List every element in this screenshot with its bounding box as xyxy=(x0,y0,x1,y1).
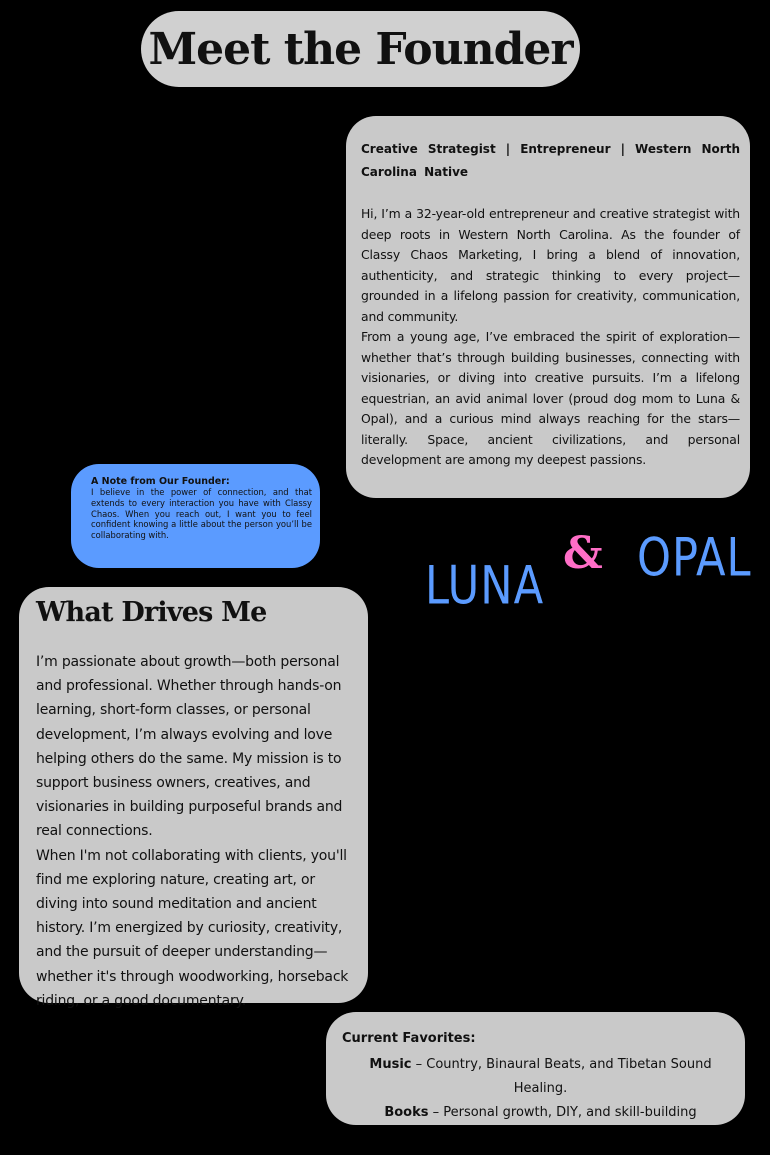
about-paragraph: Hi, I’m a 32-year-old entrepreneur and creative strategist with deep roots in Western North Carolina. As the founder of Classy Chaos Marketing, I bring a blend of innovation, authenticity, and strategic thinking to every project—grounded in a lifelong passion for creativity, communication, and community. xyxy=(361,206,740,324)
note-title: A Note from Our Founder: xyxy=(91,476,230,487)
favorite-item-books xyxy=(342,1101,739,1125)
drives-paragraph: I’m passionate about growth—both personal and professional. Whether through hands-on learning, short-form classes, or personal development, I’m always evolving and love helping others do the same. My mission is to support business owners, creatives, and visionaries in building purposeful brands and real connections. xyxy=(36,654,343,840)
drives-paragraph: When I'm not collaborating with clients, you'll find me exploring nature, creating art, or diving into sound meditation and ancient history. I’m energized by curiosity, creativity, and the pursuit of deeper understanding—whether it's through woodworking, horseback riding, or a good documentary. xyxy=(36,847,349,1009)
dog-name-luna: LUNA xyxy=(425,555,545,617)
page-title: Meet the Founder xyxy=(148,23,573,75)
founder-note-card xyxy=(71,464,320,568)
page-title-banner xyxy=(141,11,580,87)
dog-names-logo xyxy=(425,527,755,630)
favorite-label: Music xyxy=(369,1057,412,1072)
favorite-label: Books xyxy=(384,1105,429,1120)
dog-name-opal: OPAL xyxy=(637,527,752,589)
drives-title: What Drives Me xyxy=(36,597,267,628)
ampersand: & xyxy=(563,528,603,579)
note-body: I believe in the power of connection, and that extends to every interaction you have with Classy Chaos. When you reach out, I want you to feel confident knowing a little about the person you’ll be collaborating with. xyxy=(91,487,312,541)
about-card xyxy=(346,116,750,498)
favorites-card xyxy=(326,1012,745,1125)
about-tagline: Creative Strategist | Entrepreneur | Western North Carolina Native xyxy=(361,142,740,179)
favorites-title: Current Favorites: xyxy=(342,1031,476,1046)
favorite-text: – Personal growth, DIY, and skill-building xyxy=(428,1105,697,1120)
favorite-item-music xyxy=(342,1053,739,1101)
favorite-text: – Country, Binaural Beats, and Tibetan Sound Healing. xyxy=(411,1057,712,1096)
about-paragraph: From a young age, I’ve embraced the spirit of exploration—whether that’s through building businesses, connecting with visionaries, or diving into creative pursuits. I’m a lifelong equestrian, an avid animal lover (proud dog mom to Luna & Opal), and a curious mind always reaching for the stars—literally. Space, ancient civilizations, and personal development are among my deepest passions. xyxy=(361,329,740,467)
drives-card xyxy=(19,587,368,1009)
